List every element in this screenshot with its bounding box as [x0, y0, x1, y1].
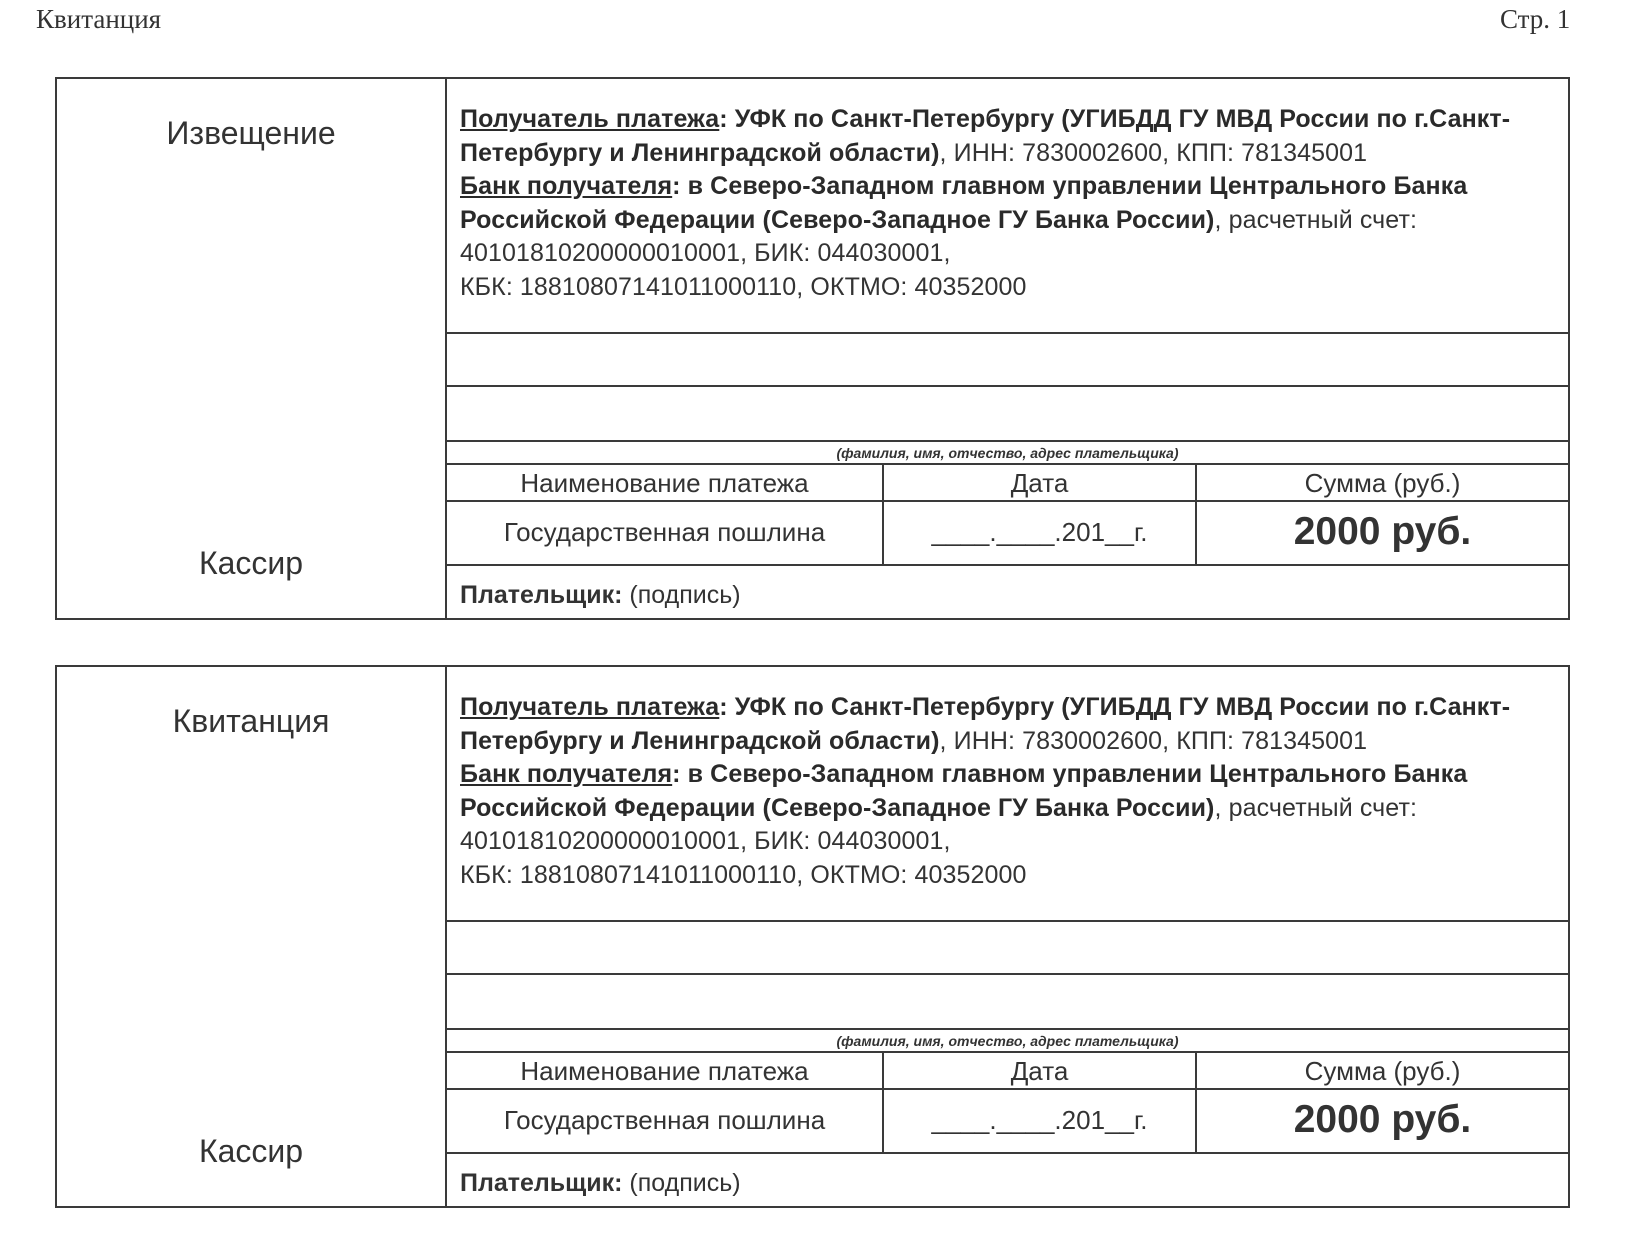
payer-name-field[interactable] — [447, 334, 1568, 387]
document-title: Квитанция — [36, 4, 162, 34]
slip-title: Извещение — [166, 115, 336, 151]
recipient-info: Получатель платежа: УФК по Санкт-Петербургу (УГИБДД ГУ МВД России по г.Санкт-Петербургу и Ленинградской области), ИНН: 7830002600, КПП: 781345001 Банк получателя: в Северо-Западном главном управлении Центрального Банка Российской Федерации (Северо-Западное ГУ Банка России), расчетный счет: 40101810200000010001, БИК: 044030001, КБК: 18810807141011000110, ОКТМО: 40352000 — [447, 667, 1568, 922]
recipient-info: Получатель платежа: УФК по Санкт-Петербургу (УГИБДД ГУ МВД России по г.Санкт-Петербургу и Ленинградской области), ИНН: 7830002600, КПП: 781345001 Банк получателя: в Северо-Западном главном управлении Центрального Банка Российской Федерации (Северо-Западное ГУ Банка России), расчетный счет: 40101810200000010001, БИК: 044030001, КБК: 18810807141011000110, ОКТМО: 40352000 — [447, 79, 1568, 334]
bank-name: в Северо-Западном главном управлении Центрального Банка Российской Федерации (Северо-Западное ГУ Банка России) — [460, 172, 1468, 234]
account-label: расчетный счет: — [1228, 205, 1418, 234]
header-payment-name: Наименование платежа — [447, 465, 884, 502]
payer-name-field[interactable] — [447, 922, 1568, 975]
page-number: Стр. 1 — [1500, 4, 1571, 34]
signature-hint: (подпись) — [629, 581, 741, 609]
cashier-label: Кассир — [198, 1133, 304, 1169]
payer-label: Плательщик: — [460, 1169, 623, 1197]
payment-slip-receipt — [55, 665, 1570, 1208]
page-header — [36, 4, 1571, 44]
signature-hint: (подпись) — [629, 1169, 741, 1197]
payment-table — [447, 465, 1568, 566]
payer-hint: (фамилия, имя, отчество, адрес плательщика) — [447, 1030, 1568, 1053]
inn-kpp: ИНН: 7830002600, КПП: 781345001 — [953, 726, 1368, 755]
account-label: расчетный счет: — [1228, 793, 1418, 822]
amount: 2000 руб. — [1293, 510, 1472, 553]
payer-signature[interactable] — [460, 566, 741, 622]
slip-right-column — [447, 79, 1568, 618]
header-date: Дата — [884, 465, 1197, 502]
recipient-name: УФК по Санкт-Петербургу (УГИБДД ГУ МВД России по г.Санкт-Петербургу и Ленинградской области) — [460, 693, 1511, 755]
cashier-label: Кассир — [198, 545, 304, 581]
kbk-line: КБК: 18810807141011000110, ОКТМО: 40352000 — [460, 860, 1027, 889]
payer-label: Плательщик: — [460, 581, 623, 609]
slip-right-column — [447, 667, 1568, 1206]
header-payment-name: Наименование платежа — [447, 1053, 884, 1090]
inn-kpp: ИНН: 7830002600, КПП: 781345001 — [953, 138, 1368, 167]
payer-signature[interactable] — [460, 1154, 741, 1210]
slip-title: Квитанция — [172, 703, 330, 739]
header-amount: Сумма (руб.) — [1197, 1053, 1568, 1090]
account-line: 40101810200000010001, БИК: 044030001, — [460, 827, 951, 855]
header-date: Дата — [884, 1053, 1197, 1090]
recipient-label: Получатель платежа — [460, 693, 720, 721]
payer-hint: (фамилия, имя, отчество, адрес плательщика) — [447, 442, 1568, 465]
slip-left-column — [57, 667, 447, 1206]
bank-label: Банк получателя — [460, 760, 673, 788]
bank-name: в Северо-Западном главном управлении Центрального Банка Российской Федерации (Северо-Западное ГУ Банка России) — [460, 760, 1468, 822]
payment-name: Государственная пошлина — [447, 1090, 884, 1152]
bank-label: Банк получателя — [460, 172, 673, 200]
kbk-line: КБК: 18810807141011000110, ОКТМО: 40352000 — [460, 272, 1027, 301]
payment-slip-notice — [55, 77, 1570, 620]
payment-name: Государственная пошлина — [447, 502, 884, 564]
header-amount: Сумма (руб.) — [1197, 465, 1568, 502]
payment-table — [447, 1053, 1568, 1154]
account-line: 40101810200000010001, БИК: 044030001, — [460, 239, 951, 267]
date-field[interactable]: ____.____.201__г. — [884, 502, 1197, 564]
amount: 2000 руб. — [1293, 1098, 1472, 1141]
payer-address-field[interactable] — [447, 975, 1568, 1030]
recipient-name: УФК по Санкт-Петербургу (УГИБДД ГУ МВД России по г.Санкт-Петербургу и Ленинградской области) — [460, 105, 1511, 167]
slip-left-column — [57, 79, 447, 618]
recipient-label: Получатель платежа — [460, 105, 720, 133]
date-field[interactable]: ____.____.201__г. — [884, 1090, 1197, 1152]
payer-address-field[interactable] — [447, 387, 1568, 442]
